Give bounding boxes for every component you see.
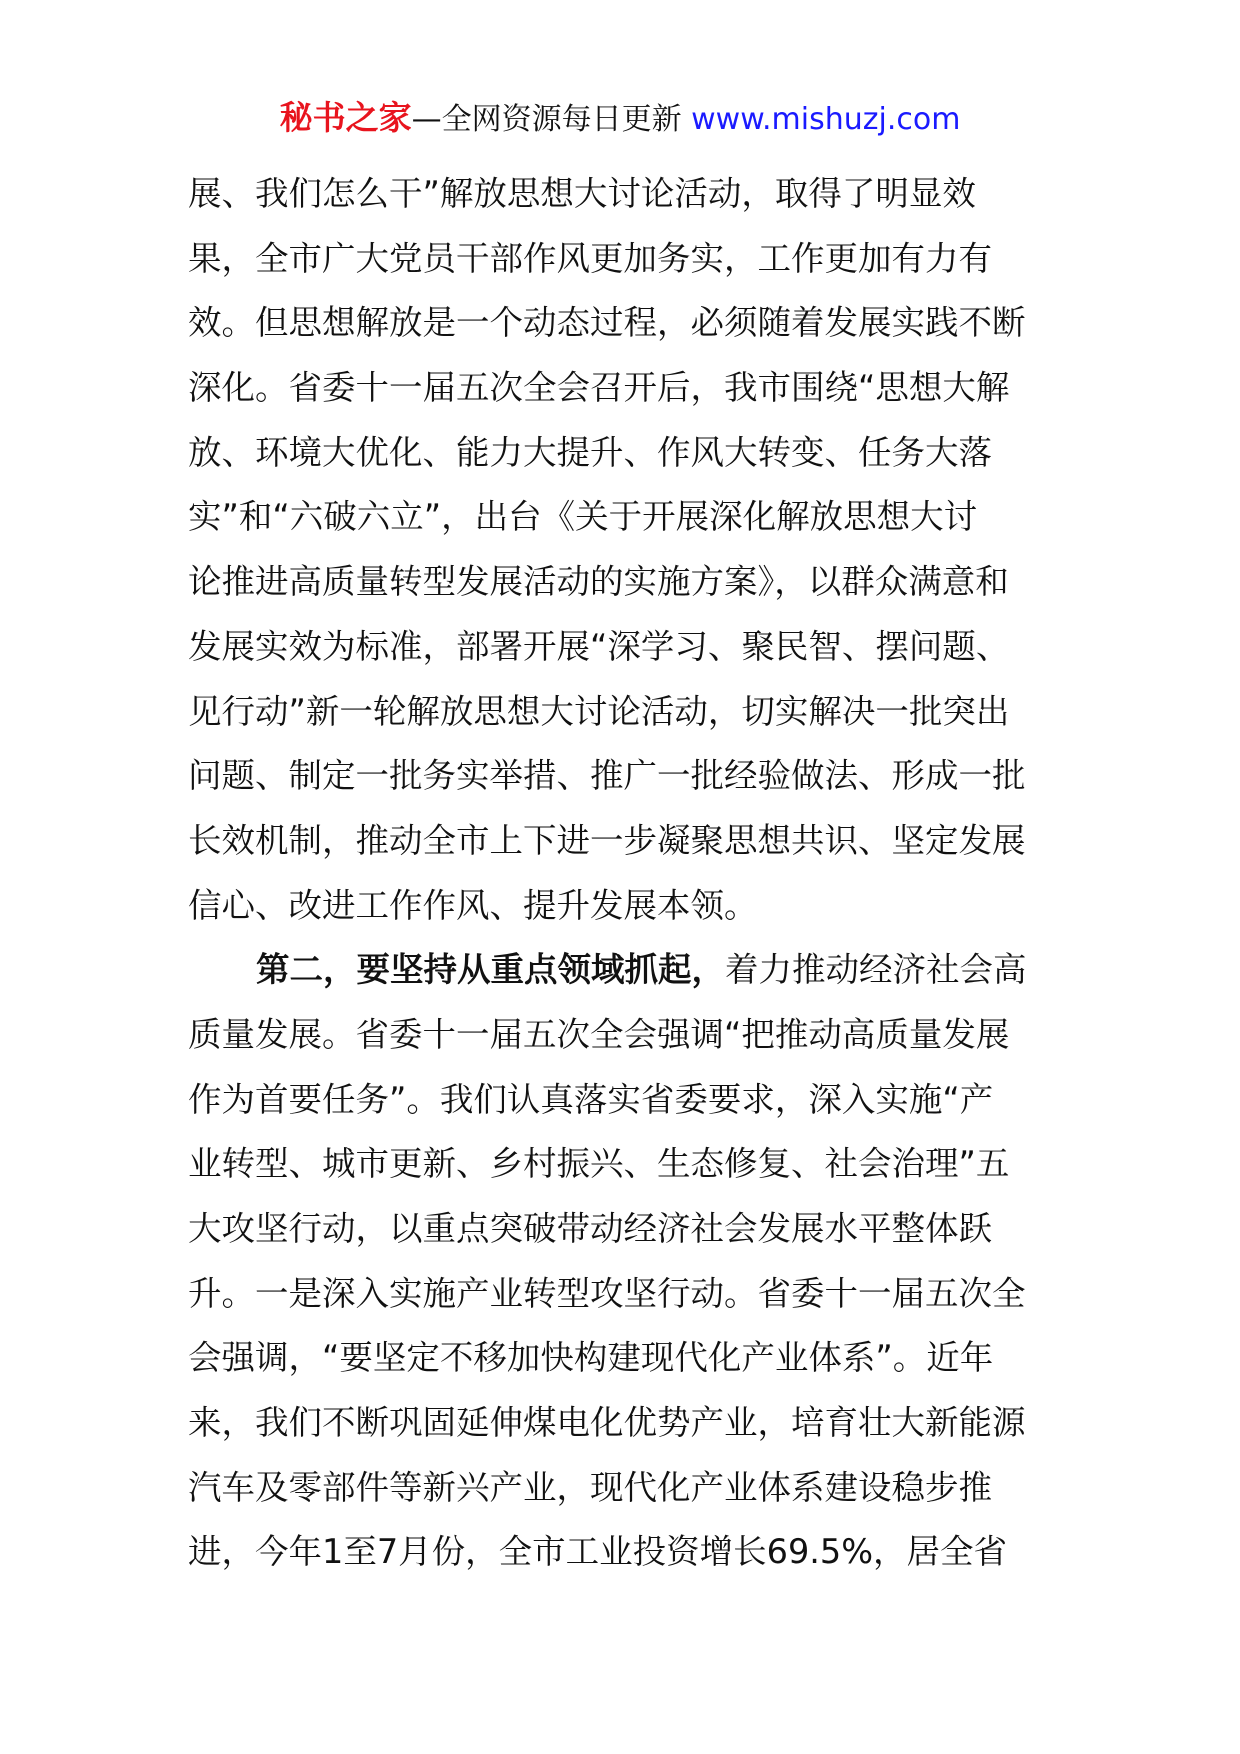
site-tagline: —全网资源每日更新 <box>411 102 692 137</box>
site-url-link[interactable]: www.mishuzj.com <box>691 102 961 137</box>
text-line: 来，我们不断巩固延伸煤电化优势产业，培育壮大新能源 <box>188 1403 1026 1443</box>
site-header <box>0 98 1240 140</box>
text-line: 进，今年1至7月份，全市工业投资增长69.5%，居全省 <box>188 1532 1008 1572</box>
text-line: 信心、改进工作作风、提升发展本领。 <box>188 885 758 925</box>
text-line: 放、环境大优化、能力大提升、作风大转变、任务大落 <box>188 432 992 472</box>
document-body <box>188 162 1058 1585</box>
text-line: 发展实效为标准，部署开展“深学习、聚民智、摆问题、 <box>188 626 1010 666</box>
text-line: 质量发展。省委十一届五次全会强调“把推动高质量发展 <box>188 1014 1010 1054</box>
text-line: 效。但思想解放是一个动态过程，必须随着发展实践不断 <box>188 303 1026 343</box>
site-brand: 秘书之家 <box>279 98 412 137</box>
paragraph-heading: 第二，要坚持从重点领域抓起， <box>256 950 725 990</box>
paragraph-start <box>188 938 1058 1003</box>
text-line: 论推进高质量转型发展活动的实施方案》，以群众满意和 <box>188 562 1009 602</box>
text-line: 见行动”新一轮解放思想大讨论活动，切实解决一批突出 <box>188 691 1010 731</box>
text-line: 果，全市广大党员干部作风更加务实，工作更加有力有 <box>188 238 992 278</box>
text-line: 展、我们怎么干”解放思想大讨论活动，取得了明显效 <box>188 174 976 213</box>
text-line: 长效机制，推动全市上下进一步凝聚思想共识、坚定发展 <box>188 820 1026 860</box>
text-line: 实”和“六破六立”，出台《关于开展深化解放思想大讨 <box>188 497 978 537</box>
text-line: 升。一是深入实施产业转型攻坚行动。省委十一届五次全 <box>188 1273 1026 1313</box>
text-line: 汽车及零部件等新兴产业，现代化产业体系建设稳步推 <box>188 1467 992 1507</box>
text-line: 业转型、城市更新、乡村振兴、生态修复、社会治理”五 <box>188 1144 1010 1184</box>
text-line: 会强调，“要坚定不移加快构建现代化产业体系”。近年 <box>188 1338 994 1378</box>
text-line: 深化。省委十一届五次全会召开后，我市围绕“思想大解 <box>188 368 1010 408</box>
text-line: 大攻坚行动，以重点突破带动经济社会发展水平整体跃 <box>188 1209 992 1248</box>
paragraph-heading-rest: 着力推动经济社会高 <box>725 950 1027 990</box>
text-line: 问题、制定一批务实举措、推广一批经验做法、形成一批 <box>188 756 1026 796</box>
text-line: 作为首要任务”。我们认真落实省委要求，深入实施“产 <box>188 1079 994 1119</box>
